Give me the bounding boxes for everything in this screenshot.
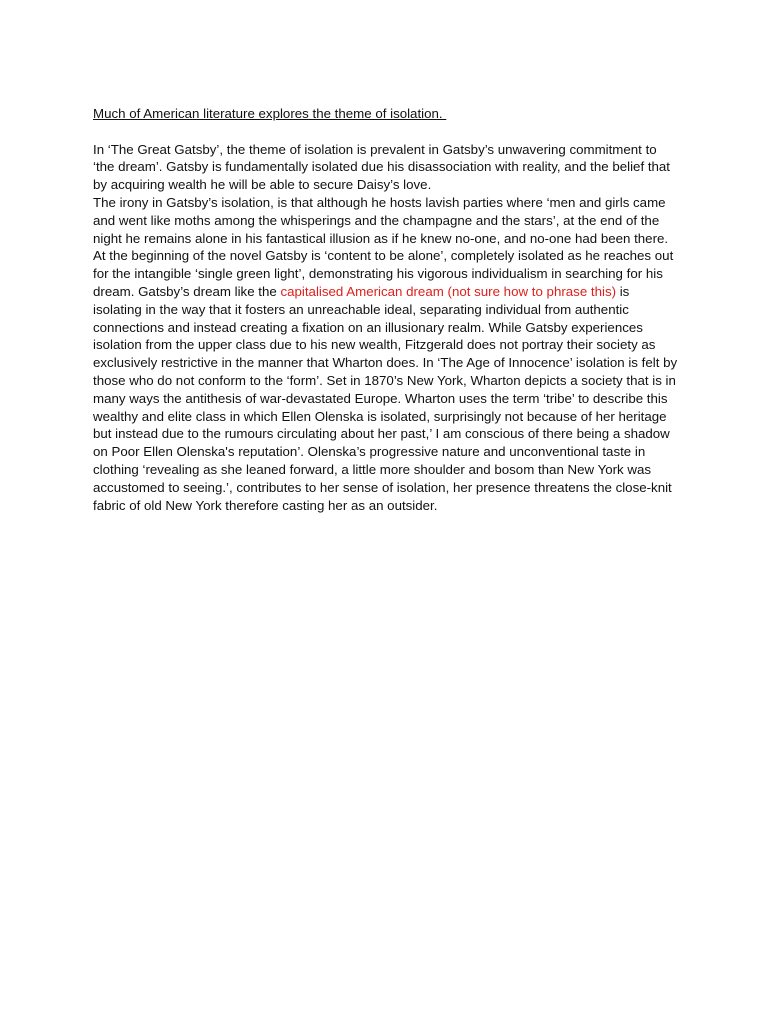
blank-line [93,123,678,141]
paragraph-isolation-analysis [93,194,678,514]
paragraph-text-before-highlight: The irony in Gatsby’s isolation, is that although he hosts lavish parties where ‘men and girls came and went like moths among the whisperings and the champagne and the stars’, at the end of the night he remains alone in his fantastical illusion as if he knew no-one, and no-one had been there. At the beginning of the novel Gatsby is ‘content to be alone’, completely isolated as he reaches out for the intangible ‘single green light’, demonstrating his vigorous individualism in searching for his dream. Gatsby’s dream like the [93,194,674,299]
author-note: (not sure how to phrase this) [447,283,617,299]
paragraph-text-after-highlight: is isolating in the way that it fosters an unreachable ideal, separating individual from authentic connections and instead creating a fixation on an illusionary realm. While Gatsby experiences isolation from the upper class due to his new wealth, Fitzgerald does not portray their society as exclusively restrictive in the manner that Wharton does. In ‘The Age of Innocence’ isolation is felt by those who do not conform to the ‘form’. Set in 1870’s New York, Wharton depicts a society that is in many ways the antithesis of war-devastated Europe. Wharton uses the term ‘tribe’ to describe this wealthy and elite class in which Ellen Olenska is isolated, surprisingly not because of her heritage but instead due to the rumours circulating about her past,’ I am conscious of there being a shadow on Poor Ellen Olenska's reputation’. Olenska’s progressive nature and unconventional taste in clothing ‘revealing as she leaned forward, a little more shoulder and bosom than New York was accustomed to seeing.’, contributes to her sense of isolation, her presence threatens the close-knit fabric of old New York therefore casting her as an outsider. [93,283,678,513]
document-heading: Much of American literature explores the theme of isolation. [93,106,447,121]
paragraph-gatsby-intro: In ‘The Great Gatsby’, the theme of isolation is prevalent in Gatsby’s unwavering commitment to ‘the dream’. Gatsby is fundamentally isolated due his disassociation with reality, and the belief that by acquiring wealth he will be able to secure Daisy’s love. [93,141,671,193]
highlighted-phrase: capitalised American dream [280,283,444,299]
document-page [93,105,678,514]
